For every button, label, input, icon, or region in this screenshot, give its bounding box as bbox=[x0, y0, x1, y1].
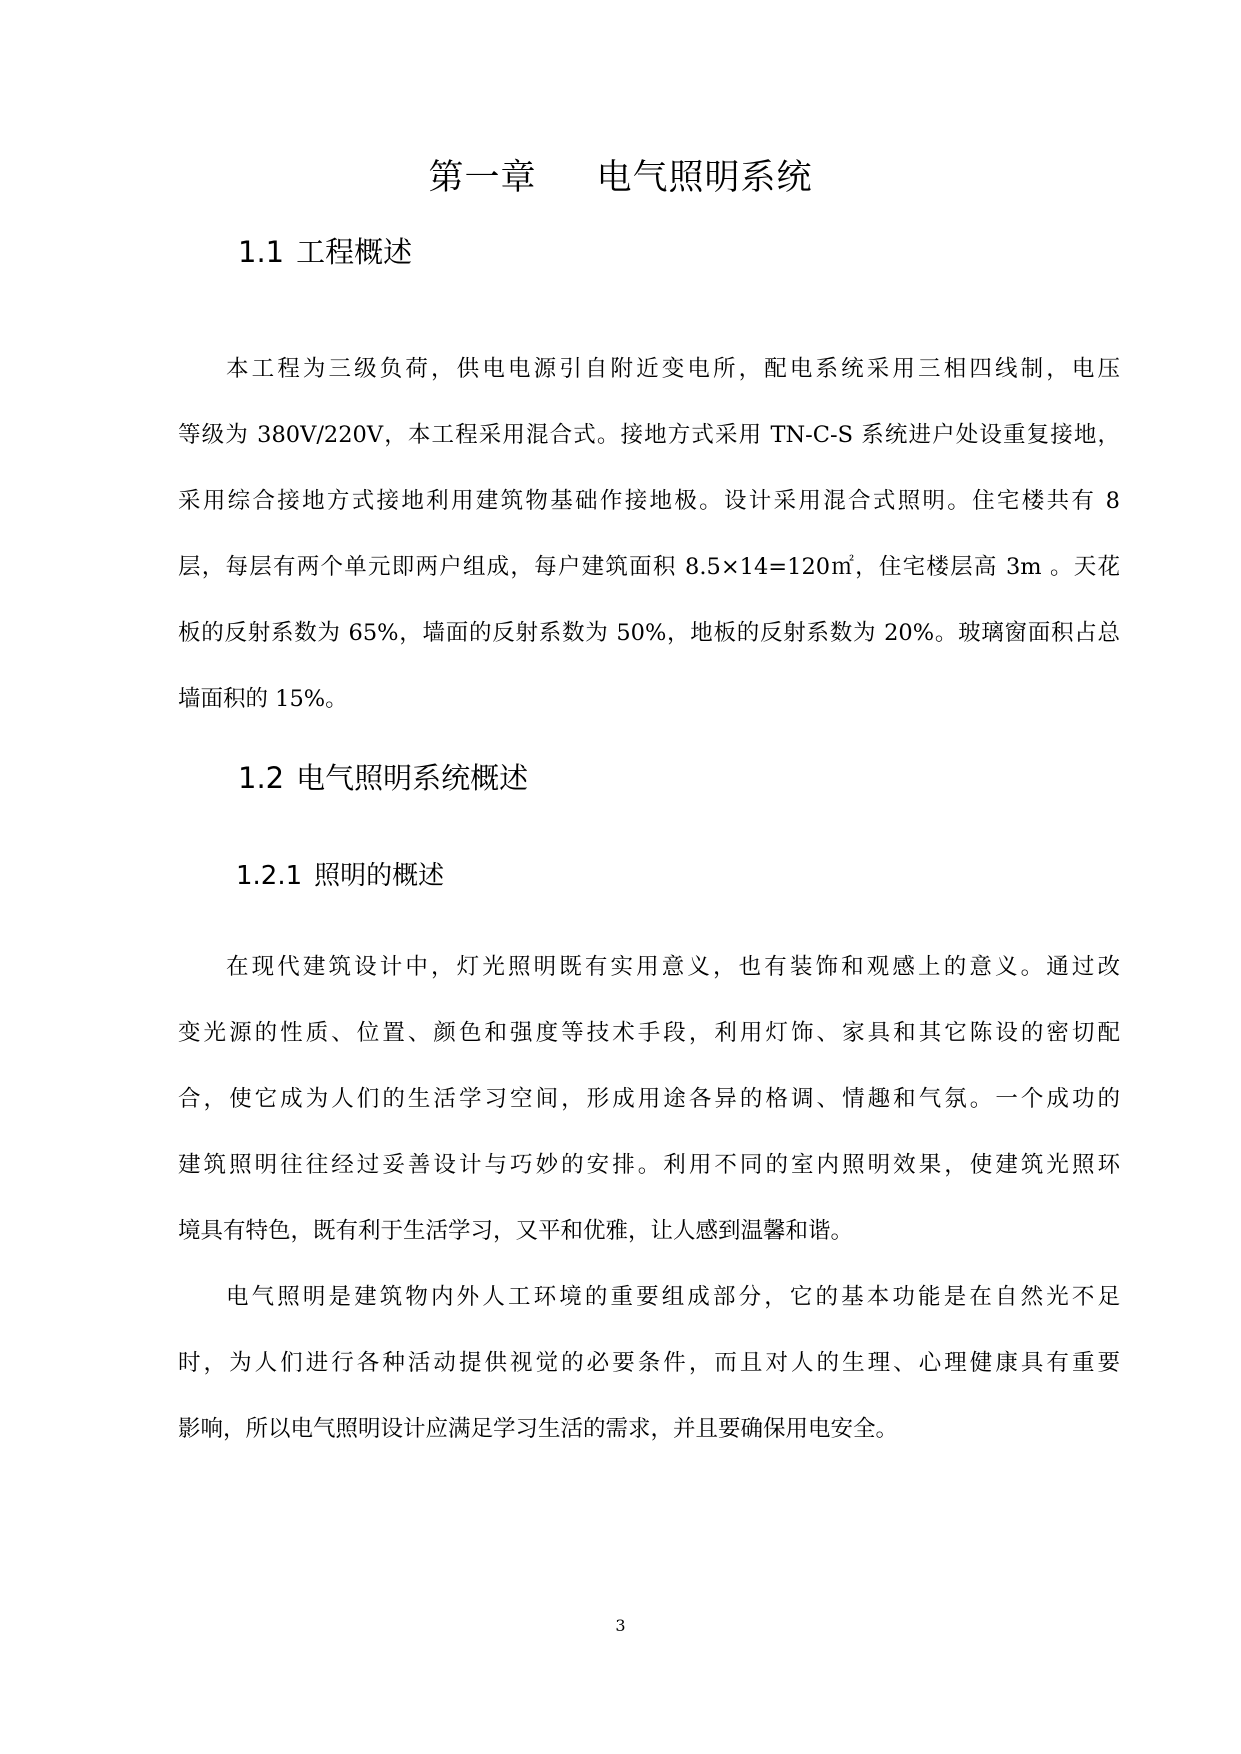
paragraph-line: 合，使它成为人们的生活学习空间，形成用途各异的格调、情趣和气氛。一个成功的 bbox=[178, 1086, 1120, 1112]
section-heading-1-1 bbox=[238, 232, 412, 272]
chapter-title bbox=[0, 152, 1241, 204]
section-1-2-1-paragraph-2 bbox=[178, 1264, 1120, 1462]
section-title: 工程概述 bbox=[296, 235, 413, 269]
section-title: 电气照明系统概述 bbox=[296, 761, 529, 795]
chapter-number-label: 第一章 bbox=[428, 158, 537, 198]
paragraph-line: 境具有特色，既有利于生活学习，又平和优雅，让人感到温馨和谐。 bbox=[178, 1218, 854, 1244]
paragraph-line: 采用综合接地方式接地利用建筑物基础作接地极。设计采用混合式照明。住宅楼共有 8 bbox=[178, 488, 1120, 514]
paragraph-line: 影响，所以电气照明设计应满足学习生活的需求，并且要确保用电安全。 bbox=[178, 1416, 899, 1442]
paragraph-line: 建筑照明往往经过妥善设计与巧妙的安排。利用不同的室内照明效果，使建筑光照环 bbox=[178, 1152, 1120, 1178]
section-number: 1.1 bbox=[238, 235, 285, 269]
paragraph-line: 变光源的性质、位置、颜色和强度等技术手段，利用灯饰、家具和其它陈设的密切配 bbox=[178, 1020, 1120, 1046]
paragraph-line: 电气照明是建筑物内外人工环境的重要组成部分，它的基本功能是在自然光不足 bbox=[226, 1284, 1120, 1310]
paragraph-line: 本工程为三级负荷，供电电源引自附近变电所，配电系统采用三相四线制，电压 bbox=[226, 356, 1120, 382]
section-1-2-1-paragraph-1 bbox=[178, 934, 1120, 1264]
paragraph-line: 在现代建筑设计中，灯光照明既有实用意义，也有装饰和观感上的意义。通过改 bbox=[226, 954, 1120, 980]
paragraph-line: 时，为人们进行各种活动提供视觉的必要条件，而且对人的生理、心理健康具有重要 bbox=[178, 1350, 1120, 1376]
paragraph-line: 层，每层有两个单元即两户组成，每户建筑面积 8.5×14=120㎡，住宅楼层高 3m 。天花 bbox=[178, 554, 1120, 580]
section-number: 1.2.1 bbox=[236, 861, 303, 891]
section-title: 照明的概述 bbox=[314, 861, 445, 891]
paragraph-line: 等级为 380V/220V，本工程采用混合式。接地方式采用 TN-C-S 系统进户处设重复接地， bbox=[178, 422, 1120, 448]
chapter-title-text: 电气照明系统 bbox=[596, 158, 813, 198]
paragraph-line: 板的反射系数为 65%，墙面的反射系数为 50%，地板的反射系数为 20%。玻璃窗面积占总 bbox=[178, 620, 1120, 646]
section-heading-1-2-1 bbox=[236, 858, 444, 894]
section-number: 1.2 bbox=[238, 761, 285, 795]
page-number: 3 bbox=[615, 1616, 626, 1635]
paragraph-line: 墙面积的 15%。 bbox=[178, 686, 348, 712]
section-heading-1-2 bbox=[238, 758, 528, 798]
section-1-1-paragraph bbox=[178, 336, 1120, 732]
